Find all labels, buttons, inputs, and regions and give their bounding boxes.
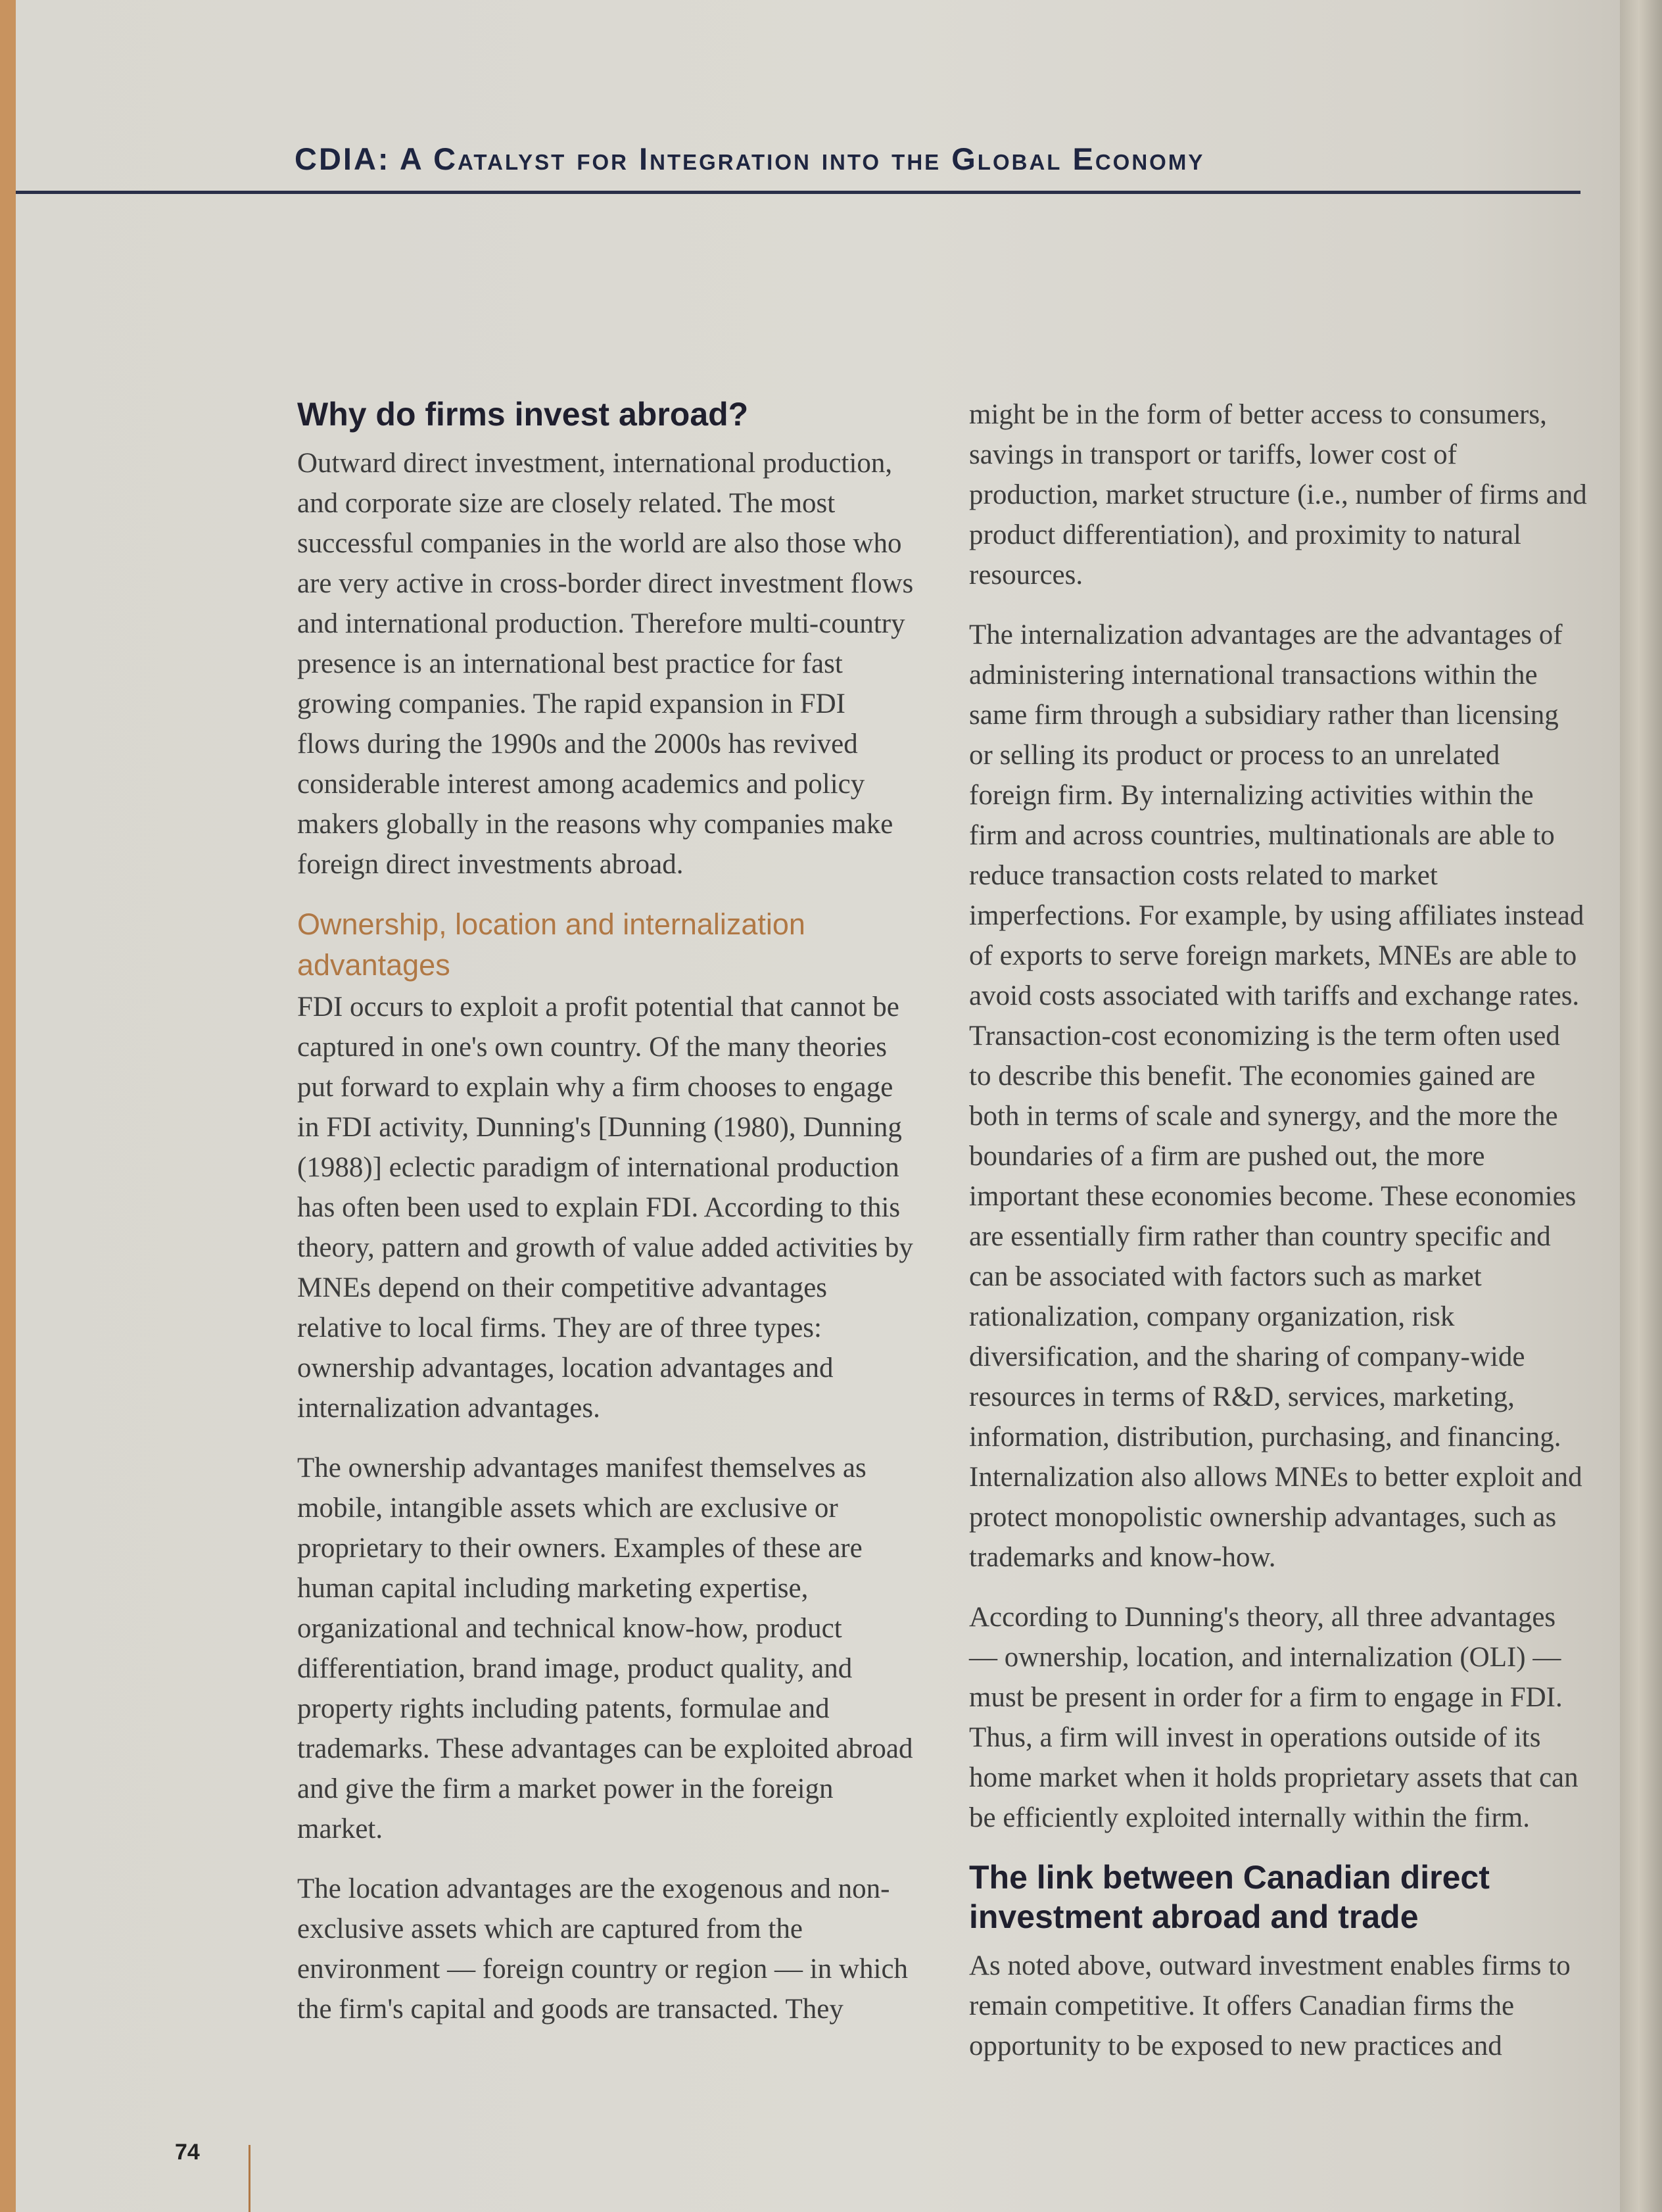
subheading-oli-advantages: Ownership, location and internalization advantages	[297, 907, 805, 982]
left-column	[297, 395, 915, 2049]
section-heading-link-trade: The link between Canadian direct investment abroad and trade	[969, 1859, 1490, 1935]
paragraph: FDI occurs to exploit a profit potential that cannot be captured in one's own country. Of the many theories put forward to explain why a firm chooses to engage in FDI activity, Dunning's [Dunning (1980), Dunning (1988)] eclectic paradigm of international production has often been used to explain FDI. According to this theory, pattern and growth of value added activities by MNEs depend on their competitive advantages relative to local firms. They are of three types: ownership advantages, location advantages and internalization advantages.	[297, 992, 913, 1424]
header-rule	[16, 191, 1580, 194]
paragraph: might be in the form of better access to consumers, savings in transport or tariffs, lower cost of production, market structure (i.e., number of firms and product differentiation), and proximity to natural resources.	[969, 399, 1587, 590]
paragraph: According to Dunning's theory, all three advantages — ownership, location, and internalization (OLI) — must be present in order for a firm to engage in FDI. Thus, a firm will invest in operations outside of its home market when it holds proprietary assets that can be efficiently exploited internally within the firm.	[969, 1602, 1579, 1833]
paragraph: As noted above, outward investment enables firms to remain competitive. It offers Canadian firms the opportunity to be exposed to new practices and	[969, 1950, 1571, 2061]
paragraph: The ownership advantages manifest themselves as mobile, intangible assets which are exclusive or proprietary to their owners. Examples of these are human capital including marketing expertise, organizational and technical know-how, product differentiation, brand image, product quality, and property rights including patents, formulae and trademarks. These advantages can be exploited abroad and give the firm a market power in the foreign market.	[297, 1453, 913, 1844]
running-header: CDIA: A Catalyst for Integration into the Global Economy	[295, 141, 1205, 176]
page-number: 74	[175, 2140, 200, 2165]
right-column	[969, 395, 1587, 2086]
section-heading-why-invest: Why do firms invest abroad?	[297, 396, 749, 433]
book-page	[16, 0, 1620, 2212]
paragraph: The internalization advantages are the advantages of administering international transactions within the same firm through a subsidiary rather than licensing or selling its product or process to an unrelated foreign firm. By internalizing activities within the firm and across countries, multinationals are able to reduce transaction costs related to market imperfections. For example, by using affiliates instead of exports to serve foreign markets, MNEs are able to avoid costs associated with tariffs and exchange rates. Transaction-cost economizing is the term often used to describe this benefit. The economies gained are both in terms of scale and synergy, and the more the boundaries of a firm are pushed out, the more important these economies become. These economies are essentially firm rather than country specific and can be associated with factors such as market rationalization, company organization, risk diversification, and the sharing of company-wide resources in terms of R&D, services, marketing, information, distribution, purchasing, and financing. Internalization also allows MNEs to better exploit and protect monopolistic ownership advantages, such as trademarks and know-how.	[969, 619, 1584, 1573]
paragraph: The location advantages are the exogenous and non-exclusive assets which are captured from the environment — foreign country or region — in which the firm's capital and goods are transacted. They	[297, 1873, 909, 2025]
paragraph: Outward direct investment, international production, and corporate size are closely related. The most successful companies in the world are also those who are very active in cross-border direct investment flows and international production. Therefore multi-country presence is an international best practice for fast growing companies. The rapid expansion in FDI flows during the 1990s and the 2000s has revived considerable interest among academics and policy makers globally in the reasons why companies make foreign direct investments abroad.	[297, 448, 914, 880]
page-number-rule	[249, 2145, 250, 2212]
page-edge	[1620, 0, 1662, 2212]
